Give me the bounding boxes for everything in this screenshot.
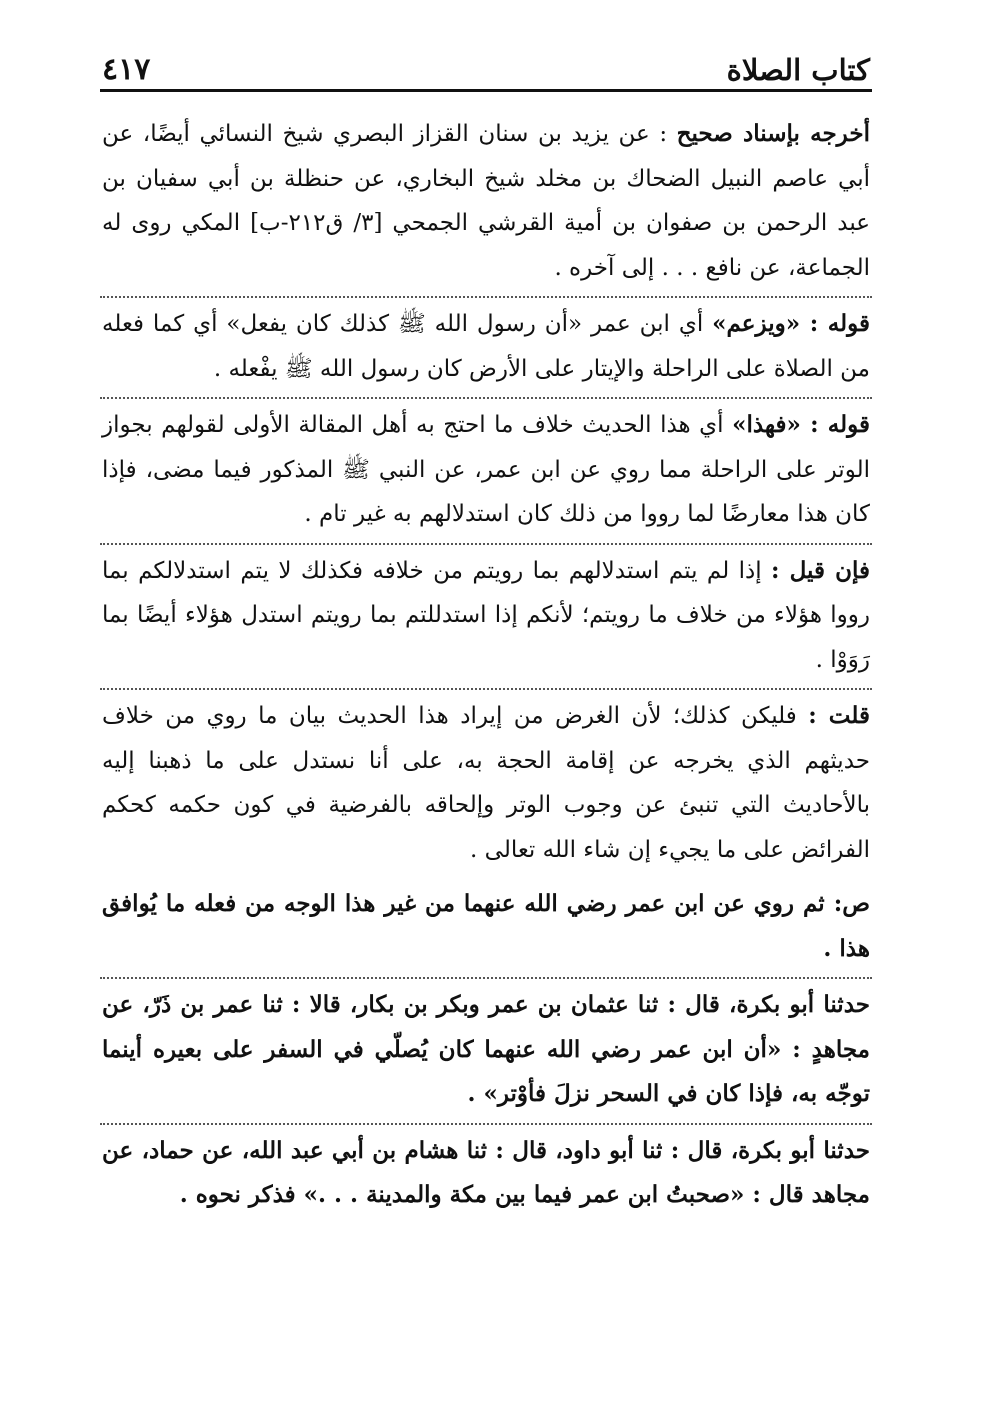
paragraph-matn-heading [100, 882, 872, 979]
paragraph-text: ثم روي عن ابن عمر رضي الله عنهما من غير هذا الوجه من فعله ما يُوافق هذا . [102, 890, 870, 962]
paragraph-reply [100, 694, 872, 872]
page [100, 40, 872, 1218]
paragraph-hadith-1 [100, 983, 872, 1125]
paragraph-objection [100, 549, 872, 691]
paragraph-commentary-yazum [100, 302, 872, 399]
paragraph-hadith-2 [100, 1129, 872, 1218]
paragraph-lead: ص: [833, 890, 870, 917]
paragraph-text: أي هذا الحديث خلاف ما احتج به أهل المقالة الأولى لقولهم بجواز الوتر على الراحلة مما روي عن ابن عمر، عن النبي ﷺ المذكور فيما مضى، فإذا كان هذا معارضًا لما رووا من ذلك كان استدلالهم به غير تام . [102, 412, 870, 527]
paragraph-lead: أخرجه بإسناد صحيح [676, 120, 870, 147]
book-title: كتاب الصلاة [726, 53, 870, 87]
paragraph-lead: قوله : «فهذا» [732, 411, 871, 438]
paragraph-text: أي ابن عمر «أن رسول الله ﷺ كذلك كان يفعل» أي كما فعله من الصلاة على الراحلة والإيتار على الأرض كان رسول الله ﷺ يفْعله . [102, 311, 870, 382]
paragraph-lead: فإن قيل : [771, 556, 870, 584]
paragraph-text: حدثنا أبو بكرة، قال : ثنا أبو داود، قال : ثنا هشام بن أبي عبد الله، عن حماد، عن مجاهد قال : «صحبتُ ابن عمر فيما بين مكة والمدينة . . .» فذكر نحوه . [102, 1136, 870, 1208]
paragraph-text: فليكن كذلك؛ لأن الغرض من إيراد هذا الحديث بيان ما روي من خلاف حديثهم الذي يخرجه عن إقامة الحجة به، على أنا نستدل على ما ذهبنا إليه بالأحاديث التي تنبئ عن وجوب الوتر وإلحاقه بالفرضية في كون حكمه كحكم الفرائض على ما يجيء إن شاء الله تعالى . [102, 703, 870, 863]
paragraph-text: حدثنا أبو بكرة، قال : ثنا عثمان بن عمر وبكر بن بكار، قالا : ثنا عمر بن ذَرّ، عن مجاهدٍ : «أن ابن عمر رضي الله عنهما كان يُصلّي في السفر على بعيره أينما توجّه به، فإذا كان في السحر نزلَ فأوْتر» . [102, 991, 871, 1107]
paragraph-lead: قوله : «ويزعم» [712, 310, 871, 337]
paragraph-commentary-fahadha [100, 403, 872, 545]
page-header [100, 40, 872, 92]
paragraph-lead: قلت : [808, 702, 870, 729]
page-number: ٤١٧ [102, 52, 151, 87]
page-content [100, 112, 872, 1218]
paragraph-text: إذا لم يتم استدلالهم بما رويتم من خلافه فكذلك لا يتم استدلالكم بما رووا هؤلاء من خلاف ما رويتم؛ لأنكم إذا استدللتم بما رويتم استدل هؤلاء أيضًا بما رَوَوْا . [102, 557, 870, 673]
paragraph-takhrij [100, 112, 872, 298]
paragraph-text: : عن يزيد بن سنان القزاز البصري شيخ النسائي أيضًا، عن أبي عاصم النبيل الضحاك بن مخلد شيخ البخاري، عن حنظلة بن أبي سفيان بن عبد الرحمن بن صفوان بن أمية القرشي الجمحي [٣/ ق٢١٢-ب] المكي روى له الجماعة، عن نافع . . . إلى آخره . [102, 121, 870, 281]
